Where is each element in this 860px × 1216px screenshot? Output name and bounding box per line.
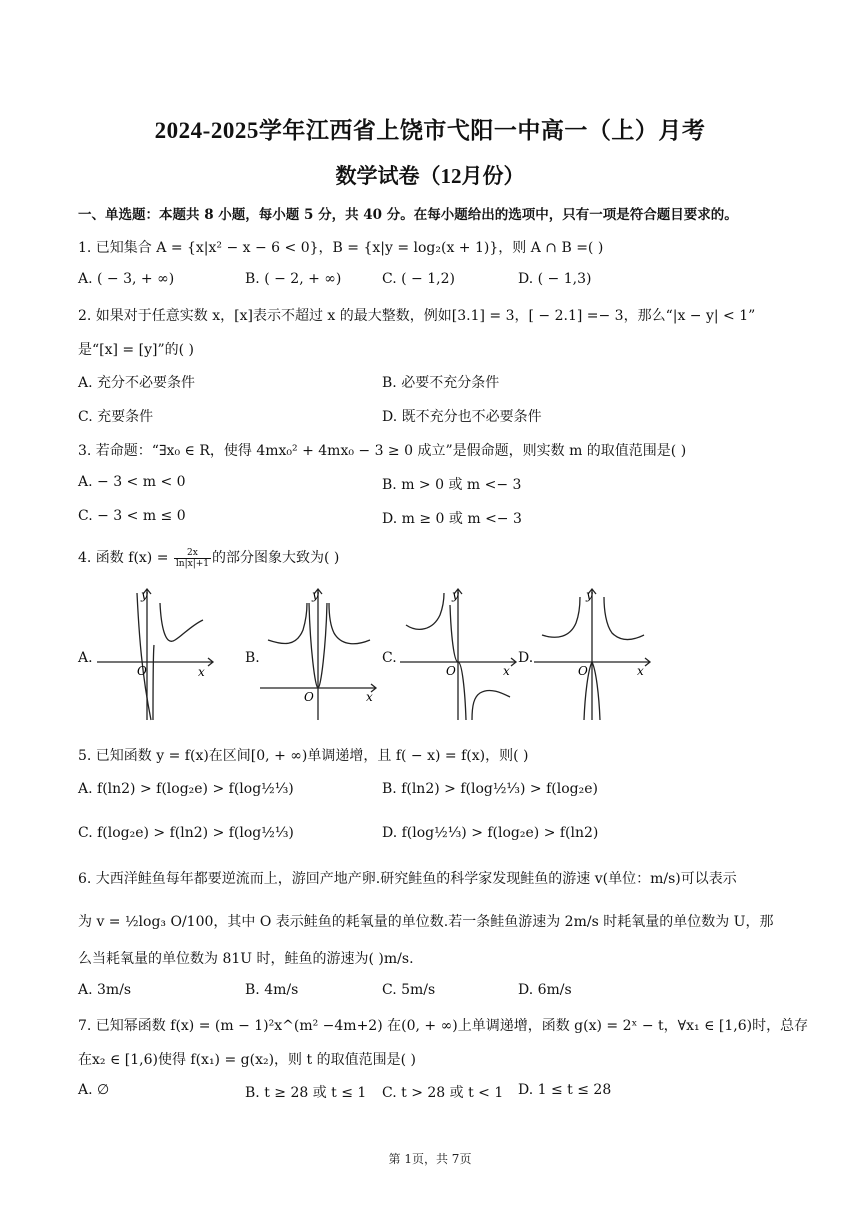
graph-d-x-label: x — [637, 664, 644, 678]
q7-option-d: D. 1 ≤ t ≤ 28 — [518, 1082, 612, 1098]
graph-a-y-label: y — [141, 588, 148, 602]
graph-b-x-label: x — [366, 690, 373, 704]
q7-line1: 7. 已知幂函数 f(x) = (m − 1)²x^(m² −4m+2) 在(0, + ∞)上单调递增，函数 g(x) = 2ˣ − t，∀x₁ ∈ [1,6)时，总存 — [78, 1018, 809, 1034]
graph-c-origin-label: O — [446, 664, 456, 678]
q2-stem-line2: 是“[x] = [y]”的( ) — [78, 342, 194, 358]
q3-option-a: A. − 3 < m < 0 — [78, 474, 186, 490]
graph-b — [258, 585, 383, 725]
q5-option-b: B. f(ln2) > f(log½⅓) > f(log₂e) — [382, 781, 598, 797]
q4-stem-suffix: 的部分图象大致为( ) — [212, 550, 340, 566]
q4-fraction-denominator: ln|x|+1 — [175, 558, 209, 569]
graph-a-curve-right — [160, 603, 203, 641]
exam-title: 2024-2025学年江西省上饶市弋阳一中高一（上）月考 — [154, 118, 706, 143]
q5-option-c: C. f(log₂e) > f(ln2) > f(log½⅓) — [78, 825, 294, 841]
q7-line2: 在x₂ ∈ [1,6)使得 f(x₁) = g(x₂)，则 t 的取值范围是( ) — [78, 1052, 416, 1068]
q7-option-b: B. t ≥ 28 或 t ≤ 1 — [245, 1085, 367, 1101]
graph-c-y-label: y — [452, 588, 459, 602]
q5-option-a: A. f(ln2) > f(log₂e) > f(log½⅓) — [78, 781, 294, 797]
graph-c-label: C. — [382, 650, 397, 666]
graph-b-label: B. — [245, 650, 260, 666]
q6-line1: 6. 大西洋鲑鱼每年都要逆流而上，游回产地产卵.研究鲑鱼的科学家发现鲑鱼的游速 v(单位：m/s)可以表示 — [78, 871, 737, 887]
q6-option-a: A. 3m/s — [78, 982, 132, 998]
graph-a-origin-label: O — [137, 664, 147, 678]
q4-stem-prefix: 4. 函数 f(x) = — [78, 550, 169, 566]
q1-option-d: D. ( − 1,3) — [518, 271, 592, 287]
q2-option-a: A. 充分不必要条件 — [78, 375, 196, 391]
graph-b-y-label: y — [312, 588, 319, 602]
q3-option-c: C. − 3 < m ≤ 0 — [78, 508, 186, 524]
q6-line3: 么当耗氧量的单位数为 81U 时，鲑鱼的游速为( )m/s. — [78, 951, 414, 967]
q4-stem — [78, 547, 339, 569]
graph-c-curve-left — [406, 593, 444, 629]
q4-fraction — [174, 548, 211, 569]
q6-line2: 为 v = ½log₃ O/100，其中 O 表示鲑鱼的耗氧量的单位数.若一条鲑鱼游速为 2m/s 时耗氧量的单位数为 U，那 — [78, 914, 774, 930]
graph-b-curve-left — [268, 603, 307, 644]
graph-c-x-label: x — [503, 664, 510, 678]
graph-d-curve-left — [542, 597, 580, 637]
graph-c — [398, 585, 523, 725]
q2-option-d: D. 既不充分也不必要条件 — [382, 409, 542, 425]
graph-d-curve-right — [604, 597, 644, 640]
graph-a-label: A. — [78, 650, 93, 666]
graph-b-curve-right — [329, 603, 370, 644]
q3-option-d: D. m ≥ 0 或 m <− 3 — [382, 511, 522, 527]
exam-subtitle: 数学试卷（12月份） — [335, 164, 525, 188]
page-footer: 第 1页，共 7页 — [388, 1152, 472, 1166]
graph-a-x-label: x — [198, 665, 205, 679]
graph-a-curve-mid — [153, 645, 154, 720]
q1-stem: 1. 已知集合 A = {x|x² − x − 6 < 0}，B = {x|y = log₂(x + 1)}，则 A ∩ B =( ) — [78, 240, 604, 256]
graph-d-label: D. — [518, 650, 534, 666]
q7-option-a: A. ∅ — [78, 1082, 110, 1098]
graph-a-curve-left — [137, 593, 151, 720]
q1-option-b: B. ( − 2, + ∞) — [245, 271, 342, 287]
q6-option-c: C. 5m/s — [382, 982, 436, 998]
q2-option-c: C. 充要条件 — [78, 409, 154, 425]
q6-option-d: D. 6m/s — [518, 982, 572, 998]
graph-d — [532, 585, 657, 725]
graph-c-curve-right — [472, 690, 510, 720]
q5-option-d: D. f(log½⅓) > f(log₂e) > f(ln2) — [382, 825, 599, 841]
q6-option-b: B. 4m/s — [245, 982, 299, 998]
q7-option-c: C. t > 28 或 t < 1 — [382, 1085, 504, 1101]
q2-option-b: B. 必要不充分条件 — [382, 375, 500, 391]
q2-stem-line1: 2. 如果对于任意实数 x，[x]表示不超过 x 的最大整数，例如[3.1] = 3，[ − 2.1] =− 3，那么“|x − y| < 1” — [78, 308, 756, 324]
q1-option-c: C. ( − 1,2) — [382, 271, 455, 287]
q1-option-a: A. ( − 3, + ∞) — [78, 271, 175, 287]
q4-fraction-numerator: 2x — [174, 548, 211, 559]
graph-d-y-label: y — [586, 588, 593, 602]
q3-option-b: B. m > 0 或 m <− 3 — [382, 477, 522, 493]
graph-a — [95, 585, 220, 725]
q3-stem: 3. 若命题：“∃x₀ ∈ R，使得 4mx₀² + 4mx₀ − 3 ≥ 0 成立”是假命题，则实数 m 的取值范围是( ) — [78, 443, 687, 459]
graph-d-origin-label: O — [578, 664, 588, 678]
q5-stem: 5. 已知函数 y = f(x)在区间[0, + ∞)单调递增，且 f( − x) = f(x)，则( ) — [78, 748, 529, 764]
section-heading: 一、单选题：本题共 8 小题，每小题 5 分，共 40 分。在每小题给出的选项中，只有一项是符合题目要求的。 — [78, 207, 738, 223]
graph-b-origin-label: O — [304, 690, 314, 704]
